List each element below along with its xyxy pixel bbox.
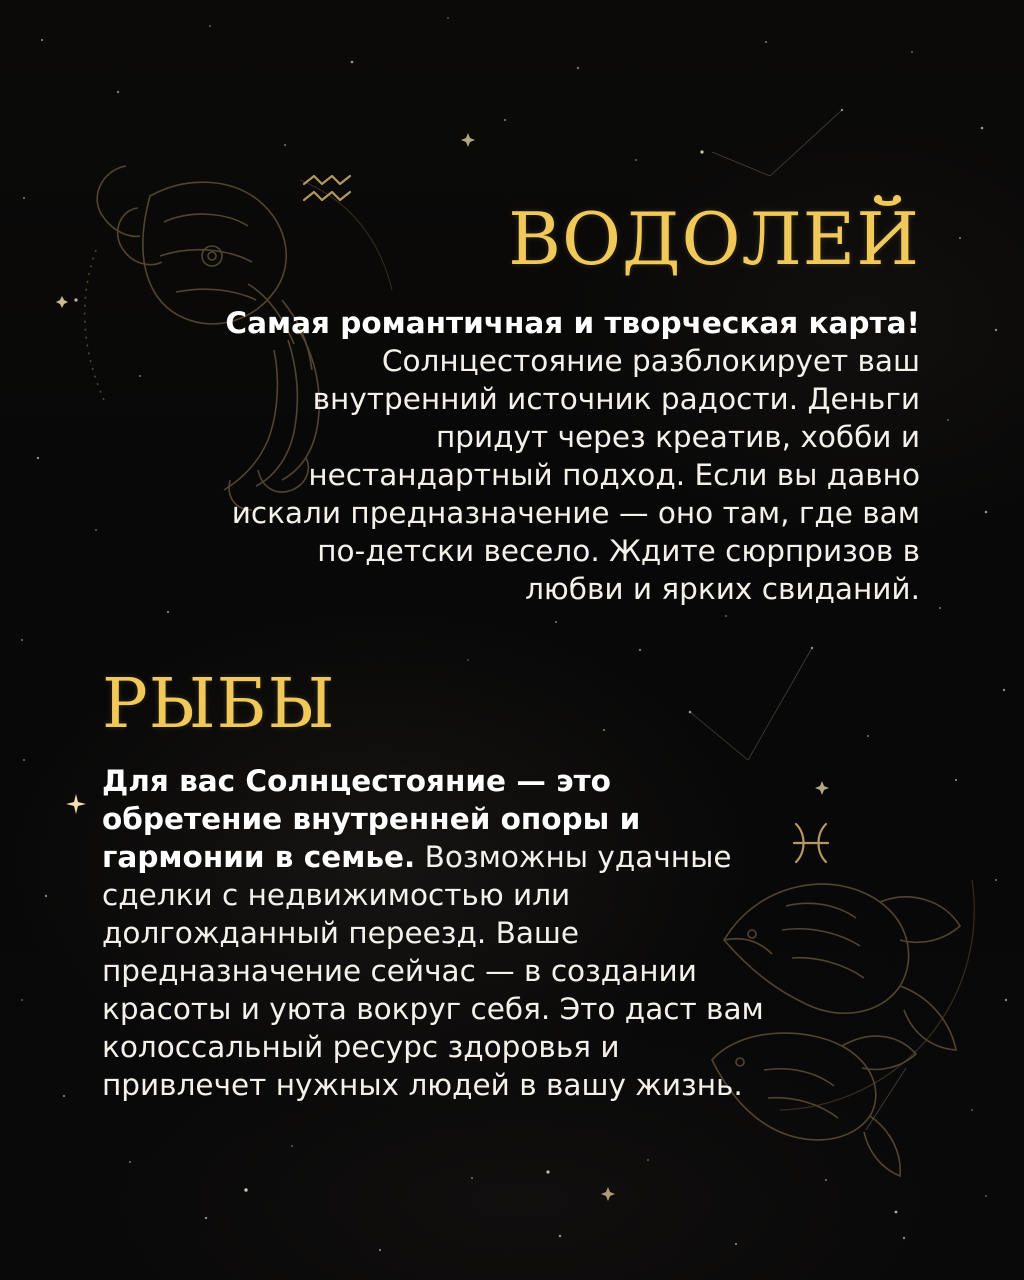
pisces-description <box>102 762 792 1104</box>
pisces-zodiac-icon <box>794 824 828 862</box>
pisces-lead: Для вас Солнцестояние — это обретение внутренней опоры и гармонии в семье. <box>102 764 641 874</box>
pisces-text: Возможны удачные сделки с недвижимостью или долгожданный переезд. Ваше предназначение сейчас — в создании красоты и уюта вокруг себя. Это даст вам колоссальный ресурс здоровья и привлечет нужных людей в вашу жизнь. <box>102 840 764 1102</box>
aquarius-zodiac-icon <box>304 176 350 200</box>
aquarius-title: ВОДОЛЕЙ <box>508 197 920 281</box>
aquarius-text: Солнцестояние разблокирует ваш внутренний источник радости. Деньги придут через креатив, хобби и нестандартный подход. Если вы давно искали предназначение — оно там, где вам по-детски весело. Ждите сюрпризов в любви и ярких свиданий. <box>231 344 920 606</box>
aquarius-description <box>220 304 920 608</box>
aquarius-lead: Самая романтичная и творческая карта! <box>225 306 920 340</box>
pisces-title: РЫБЫ <box>102 665 336 744</box>
